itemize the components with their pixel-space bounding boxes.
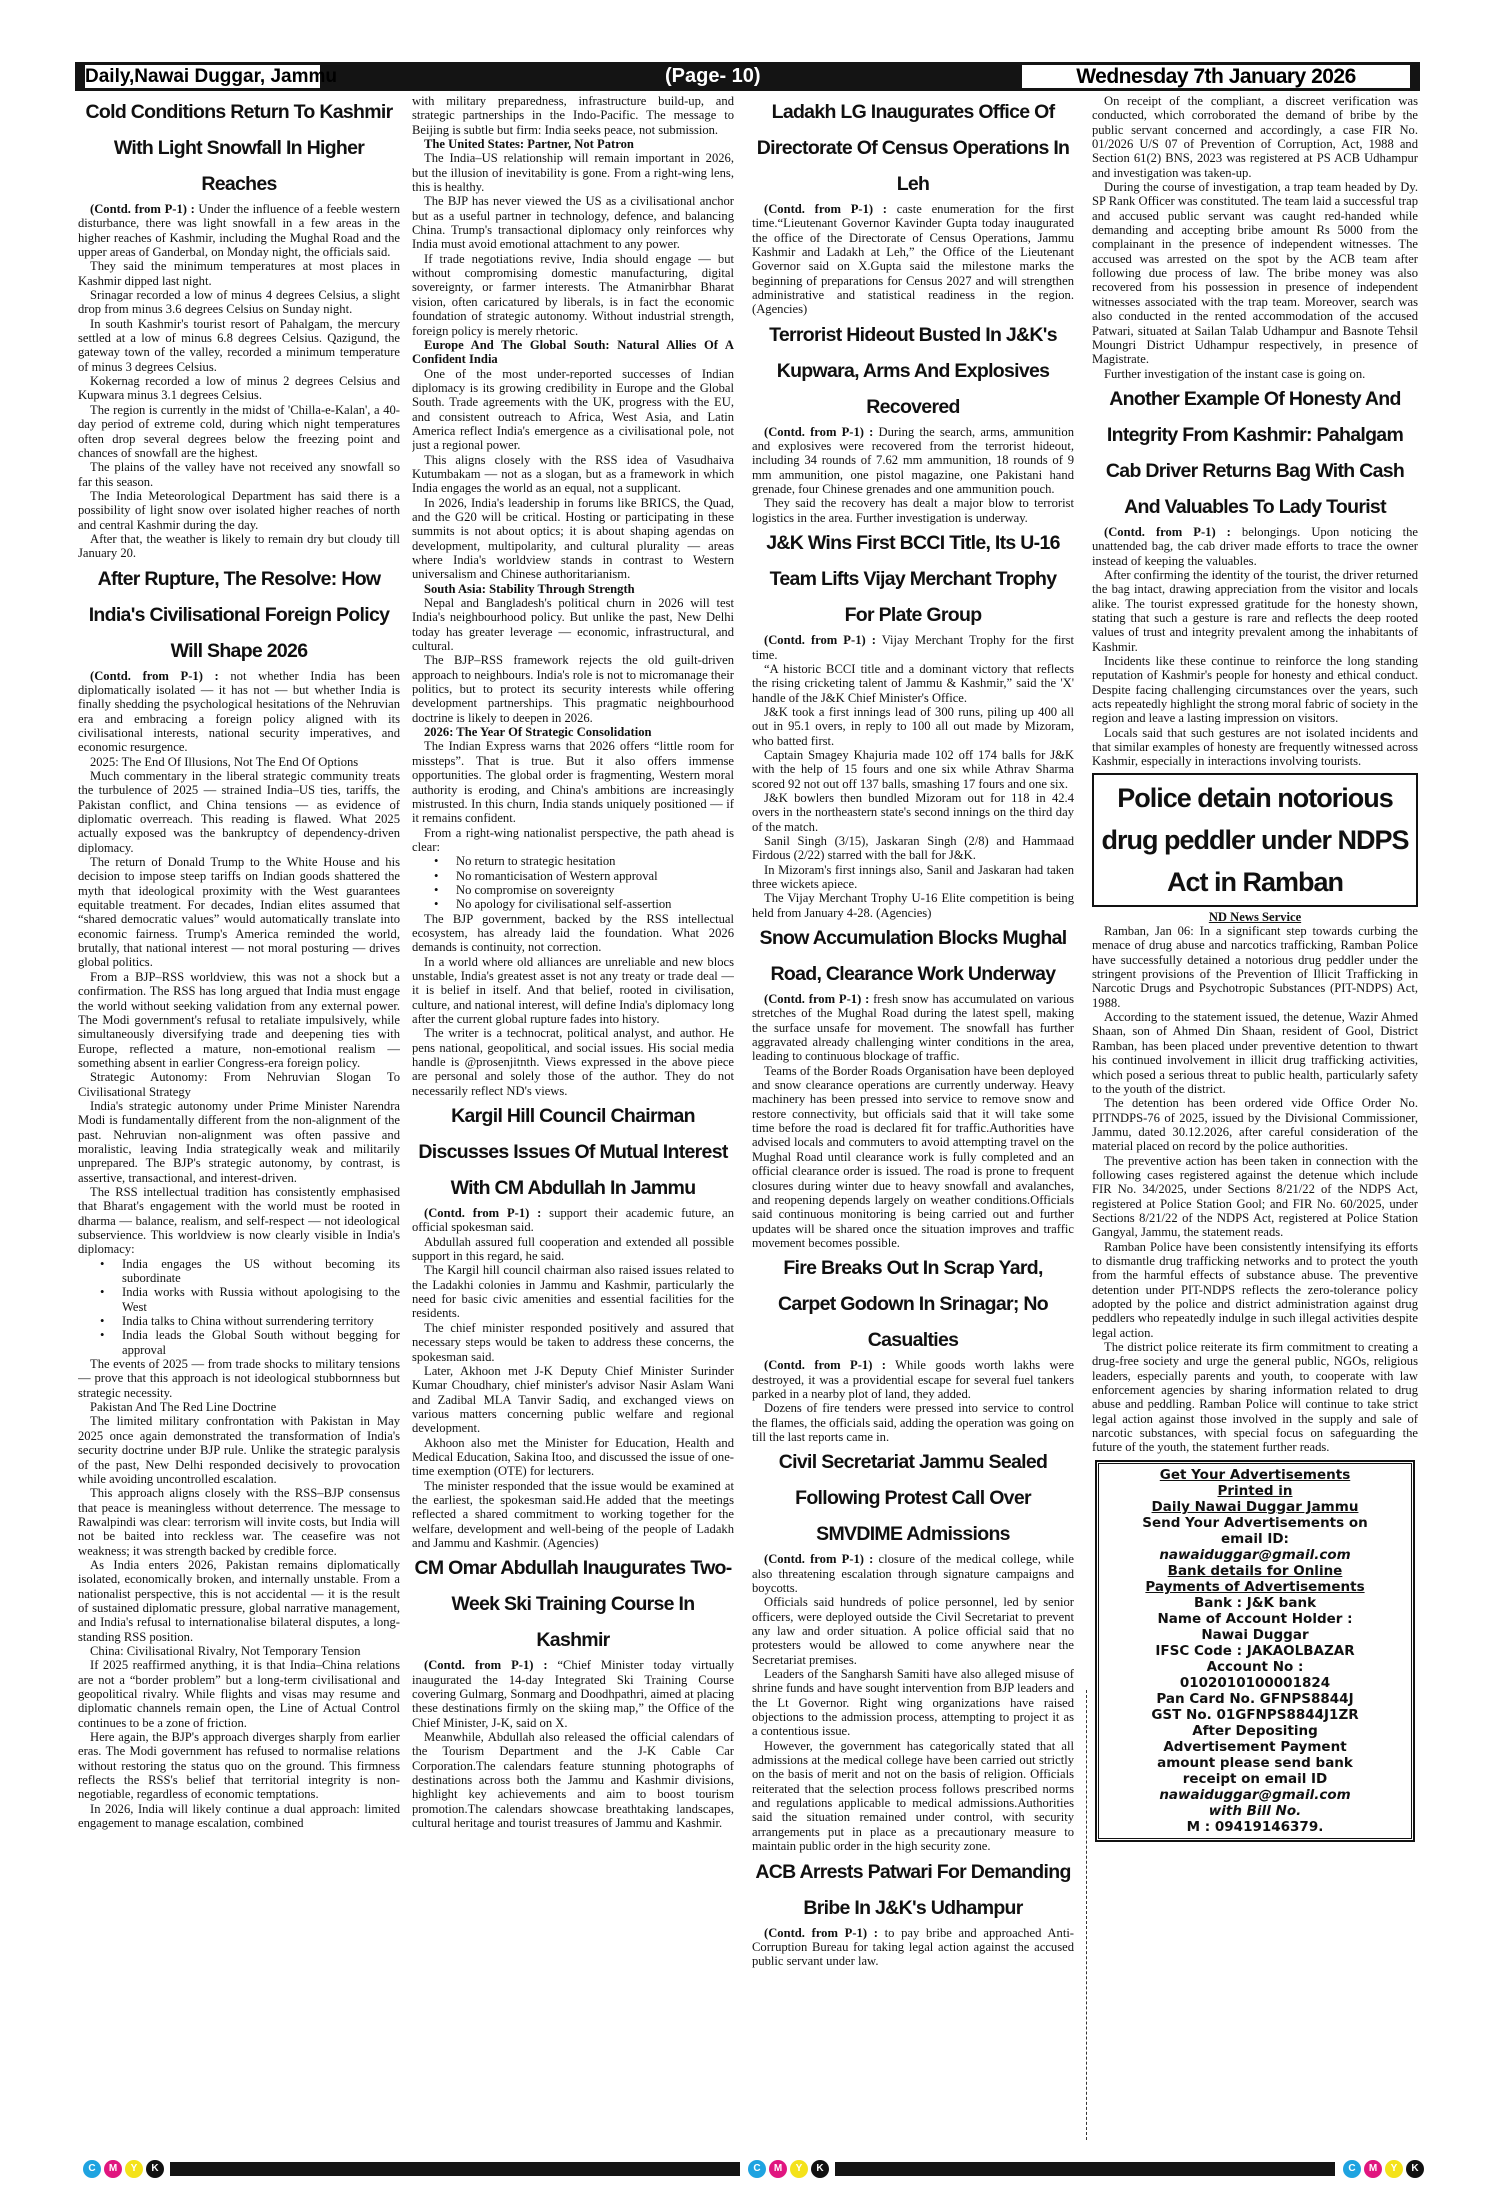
paragraph (752, 633, 1074, 662)
paragraph (78, 855, 400, 970)
column-2 (412, 94, 734, 2140)
paragraph-text: After that, the weather is likely to remain dry but cloudy till January 20. (78, 531, 400, 561)
cyan-dot-icon: C (83, 2160, 101, 2178)
paragraph (412, 1364, 734, 1436)
paragraph (752, 992, 1074, 1064)
continued-from-label: (Contd. from P-1) : (764, 424, 874, 439)
advert-line: receipt on email ID (1182, 1770, 1328, 1787)
continued-from-label: (Contd. from P-1) : (764, 202, 887, 216)
paragraph (78, 1185, 400, 1257)
paragraph (78, 532, 400, 561)
paragraph-text: J&K bowlers then bundled Mizoram out for 118 in 42.4 overs in the northeastern state's second innings on the third day of the match. (752, 790, 1074, 834)
paragraph-text: From a right-wing nationalist perspective, the path ahead is clear: (412, 825, 734, 854)
paragraph (78, 317, 400, 374)
section-subheading: Europe And The Global South: Natural Allies Of A Confident India (412, 337, 734, 367)
paragraph-text: The region is currently in the midst of 'Chilla-e-Kalan', a 40-day period of extreme cold, during which night temperatures often drop several degrees below the freezing point and chances of snowfall are the highest. (78, 402, 400, 460)
paragraph-text: They said the minimum temperatures at most places in Kashmir dipped last night. (78, 259, 400, 288)
bullet-item: • India leads the Global South without begging for approval (78, 1328, 400, 1357)
paragraph (412, 1479, 734, 1551)
paragraph (78, 1730, 400, 1802)
paragraph (1092, 1240, 1418, 1340)
magenta-dot-icon: M (104, 2160, 122, 2178)
paragraph-text: Leaders of the Sangharsh Samiti have also alleged misuse of shrine funds and have sought intervention from BJP leaders and the Lt Governor. Right wing organizations have raised objections to the admission process, attempting to project it as a contentious issue. (752, 1667, 1074, 1739)
paragraph (752, 748, 1074, 791)
article-headline: Ladakh LG Inaugurates Office Of Directorate Of Census Operations In Leh (756, 101, 1070, 195)
paragraph-text: In 2026, India will likely continue a dual approach: limited engagement to manage escalation, combined (78, 1801, 400, 1831)
advert-line: Payments of Advertisements (1145, 1578, 1365, 1595)
cyan-dot-icon: C (748, 2160, 766, 2178)
paragraph (412, 653, 734, 725)
paragraph (78, 1486, 400, 1558)
paragraph (1092, 367, 1418, 381)
paragraph (1092, 1154, 1418, 1240)
paragraph (78, 460, 400, 489)
paragraph-text: In 2026, India's leadership in forums like BRICS, the Quad, and the G20 will be critical. Hosting or participating in these summits is not about optics; it is about shaping agendas on development, multipolarity, and cultural plurality — areas where India's worldview stands in contrast to Western universalism and Chinese authoritarianism. (412, 495, 734, 582)
paragraph-text: The India Meteorological Department has said there is a possibility of light snow over isolated higher reaches of north and central Kashmir during the day. (78, 488, 400, 532)
article-headline: J&K Wins First BCCI Title, Its U-16 Team Lifts Vijay Merchant Trophy For Plate Group (766, 532, 1060, 627)
black-dot-icon: K (146, 2160, 164, 2178)
page-number: (Page- 10) (665, 65, 761, 87)
paragraph-text: India's strategic autonomy under Prime Minister Narendra Modi is fundamentally different from the non-alignment of the past. Nehruvian non-alignment was often passive and moralistic, leaving India strategically weak and militarily unprepared. The BJP's strategic autonomy, by contrast, is assertive, transactional, and interest-driven. (78, 1098, 400, 1185)
paragraph-text: “Chief Minister today virtually inaugurated the 14-day Integrated Ski Training Course covering Gulmarg, Sonmarg and Doodhpathri, aimed at placing these destinations firmly on the skiing map,” the Office of the Chief Minister, J-K, said on X. (412, 1658, 734, 1730)
paragraph (752, 791, 1074, 834)
paragraph-text: Nepal and Bangladesh's political churn in 2026 will test India's neighbourhood policy. But unlike the past, New Delhi today has greater leverage — economic, infrastructural, and cultural. (412, 596, 734, 654)
advert-line: M : 09419146379. (1186, 1818, 1324, 1835)
paragraph (78, 1357, 400, 1400)
article-headline: After Rupture, The Resolve: How India's Civilisational Foreign Policy Will Shape 2026 (88, 567, 390, 662)
paragraph (752, 891, 1074, 920)
column-1 (78, 94, 400, 2140)
paragraph-text: China: Civilisational Rivalry, Not Temporary Tension (90, 1643, 361, 1658)
paragraph-text: While goods worth lakhs were destroyed, it was a providential escape for several fuel tankers parked in a nearby plot of land, they added. (752, 1358, 1074, 1401)
magenta-dot-icon: M (1364, 2160, 1382, 2178)
paragraph-text: 2025: The End Of Illusions, Not The End Of Options (90, 754, 359, 769)
paragraph (78, 1099, 400, 1185)
paragraph-text: not whether India has been diplomatically isolated — it has not — but whether India is finally shedding the psychological hesitations of the Nehruvian era and embracing a foreign policy aligned with its civilisational interests, national security imperatives, and economic resurgence. (78, 668, 400, 755)
section-subheading: South Asia: Stability Through Strength (424, 581, 635, 596)
advert-line: Get Your Advertisements (1159, 1466, 1351, 1483)
paragraph (78, 1558, 400, 1644)
paragraph-text: The plains of the valley have not received any snowfall so far this season. (78, 460, 400, 489)
paragraph-text: The return of Donald Trump to the White House and his decision to impose steep tariffs on Indian goods shattered the myth that ideological proximity with the West guarantees equitable treatment. For decades, Indian elites assumed that “shared democratic values” would automatically translate into economic fairness. Trump's America reminded the world, brutally, that national interest — not moral posturing — drives global politics. (78, 855, 400, 970)
paragraph (412, 453, 734, 496)
paragraph (78, 970, 400, 1070)
paragraph-text: The BJP has never viewed the US as a civilisational anchor but as a useful partner in technology, defence, and balancing China. Trump's transactional diplomacy only reinforces why India must avoid emotional attachment to any power. (412, 194, 734, 252)
paragraph (78, 374, 400, 403)
paragraph-text: One of the most under-reported successes of Indian diplomacy is its growing credibility in Europe and the Global South. Trade agreements with the UK, progress with the EU, and consistent outreach to Africa, West Asia, and Latin America reflect India's emergence as a civilisational pole, not just a regional power. (412, 366, 734, 453)
advert-line: 0102010100001824 (1179, 1674, 1331, 1691)
paragraph-text: Ramban, Jan 06: In a significant step towards curbing the menace of drug abuse and narcotics trafficking, Ramban Police have successfully detained a notorious drug peddler under the stringent provisions of the Prevention of Illicit Trafficking in Narcotic Drugs and Psychotropic Substances (PIT-NDPS) Act, 1988. (1092, 924, 1418, 1010)
article-headline: Fire Breaks Out In Scrap Yard, Carpet Godown In Srinagar; No Casualties (777, 1257, 1049, 1352)
paragraph (1092, 568, 1418, 654)
article-headline: Kargil Hill Council Chairman Discusses Issues Of Mutual Interest With CM Abdullah In Jammu (418, 1105, 728, 1200)
paragraph-text: belongings. Upon noticing the unattended bag, the cab driver made efforts to trace the owner instead of keeping the valuables. (1092, 524, 1418, 568)
paragraph-text: The Indian Express warns that 2026 offers “little room for missteps”. That is true. But it also offers immense opportunities. The global order is fragmenting, Western moral authority is eroding, and China's ambitions are increasingly mistrusted. In this churn, India stands uniquely positioned — if it remains confident. (412, 739, 734, 826)
bullet-item: • No romanticisation of Western approval (412, 869, 734, 883)
paragraph (752, 705, 1074, 748)
column-4 (1092, 94, 1418, 2140)
continued-from-label: (Contd. from P-1) : (424, 1658, 548, 1673)
paragraph (412, 955, 734, 1027)
paragraph-text: The writer is a technocrat, political analyst, and author. He pens national, geopolitical, and social issues. His social media handle is @prosenjitnth. Views expressed in the above piece are personal and solely those of the author. They do not necessarily reflect ND's views. (412, 1026, 734, 1098)
yellow-dot-icon: Y (125, 2160, 143, 2178)
paragraph (78, 288, 400, 317)
continued-from-label: (Contd. from P-1) : (424, 1206, 542, 1221)
paper-name: Daily,Nawai Duggar, Jammu (85, 66, 338, 87)
paragraph (752, 1401, 1074, 1444)
paragraph (412, 367, 734, 453)
paragraph-text: Abdullah assured full cooperation and extended all possible support in this regard, he said. (412, 1234, 734, 1264)
footer-rule (835, 2162, 1335, 2176)
paragraph (752, 496, 1074, 525)
paragraph-text: From a BJP–RSS worldview, this was not a shock but a confirmation. The RSS has long argued that India must engage the world without seeking validation from any external power. The Modi government's refusal to retaliate impulsively, while simultaneously diversifying trade and deepening ties with Europe, reflected a mature, non-emotional realism — something absent in earlier Congress-era foreign policy. (78, 969, 400, 1070)
paragraph-text: The India–US relationship will remain important in 2026, but the illusion of inevitability is gone. From a right-wing lens, this is healthy. (412, 151, 734, 195)
paragraph (752, 662, 1074, 705)
continued-from-label: (Contd. from P-1) : (90, 668, 219, 683)
paragraph (78, 1644, 400, 1658)
paragraph-text: support their academic future, an official spokesman said. (412, 1206, 734, 1235)
paragraph-text: This aligns closely with the RSS idea of Vasudhaiva Kutumbakam — not as a slogan, but as a framework in which India engages the world as an equal, not a supplicant. (412, 452, 734, 496)
paragraph-text: However, the government has categorically stated that all admissions at the medical college have been carried out strictly on the basis of merit and not on the basis of religion. Officials reiterated that the selection process follows prescribed norms and regulations applicable to medical admissions.Authorities said the situation remained under control, with security arrangements put in place as a precautionary measure to maintain public order in the high security zone. (752, 1738, 1074, 1854)
bullet-item: • No apology for civilisational self-assertion (412, 897, 734, 911)
advert-line: Daily Nawai Duggar Jammu (1151, 1498, 1359, 1515)
advert-line: GST No. 01GFNPS8844J1ZR (1151, 1706, 1359, 1723)
paragraph-text: Captain Smagey Khajuria made 102 off 174 balls for J&K with the help of 15 fours and one six while Athrav Sharma scored 92 not out off 137 balls, smashing 17 fours and one six. (752, 747, 1074, 791)
paragraph (78, 1802, 400, 1831)
paragraph-text: J&K took a first innings lead of 300 runs, piling up 400 all out in 95.1 overs, in reply to 100 all out made by Mizoram, who batted first. (752, 704, 1074, 748)
paragraph (412, 151, 734, 194)
byline: ND News Service (1208, 909, 1302, 924)
paragraph-text: Locals said that such gestures are not isolated incidents and that similar examples of honesty are frequently witnessed across Kashmir, especially in interactions involving tourists. (1092, 725, 1418, 769)
paragraph (78, 1414, 400, 1486)
bullet-item: • India talks to China without surrendering territory (78, 1314, 400, 1328)
paragraph (1092, 525, 1418, 568)
footer-bar (75, 2160, 1420, 2180)
bullet-item: • India engages the US without becoming its subordinate (78, 1257, 400, 1286)
continued-from-label: (Contd. from P-1) : (764, 1358, 887, 1373)
footer-rule (170, 2162, 740, 2176)
section-subheading: 2026: The Year Of Strategic Consolidation (424, 725, 652, 740)
paragraph (412, 1206, 734, 1235)
paragraph-text: caste enumeration for the first time.“Lieutenant Governor Kavinder Gupta today inaugurated the office of the Directorate of Census Operations, Jammu Kashmir and Ladakh at Leh,” the Office of the Lieutenant Governor said on X.Gupta said the milestone marks the beginning of preparations for Census 2027 and will strengthen administrative and statistical readiness in the region. (Agencies) (752, 202, 1074, 317)
bullet-item: • India works with Russia without apologising to the West (78, 1285, 400, 1314)
article-headline: Snow Accumulation Blocks Mughal Road, Clearance Work Underway (759, 927, 1067, 986)
article-headline: ACB Arrests Patwari For Demanding Bribe In J&K's Udhampur (755, 1860, 1071, 1919)
black-dot-icon: K (811, 2160, 829, 2178)
paragraph (752, 1926, 1074, 1969)
paragraph (412, 1235, 734, 1264)
continued-from-label: (Contd. from P-1) : (764, 1552, 874, 1567)
paragraph (752, 834, 1074, 863)
article-headline: CM Omar Abdullah Inaugurates Two-Week Ski Training Course In Kashmir (414, 1557, 732, 1652)
advert-line: Bank details for Online (1167, 1562, 1343, 1579)
paragraph-text: The detention has been ordered vide Office Order No. PITNDPS-76 of 2025, issued by the Divisional Commissioner, Jammu, dated 30.12.2026, after careful consideration of the material placed on record by the police authorities. (1092, 1096, 1418, 1154)
paragraph (78, 1400, 400, 1414)
article-headline: Another Example Of Honesty And Integrity From Kashmir: Pahalgam Cab Driver Returns Bag With Cash And Valuables To Lady Tourist (1105, 387, 1405, 518)
paragraph (412, 94, 734, 137)
paragraph (412, 1263, 734, 1320)
paragraph (78, 669, 400, 755)
paragraph-text: Incidents like these continue to reinforce the long standing reputation of Kashmir's people for honesty and ethical conduct. Despite facing challenging circumstances over the years, such acts repeatedly highlight the strong moral fabric of society in the region and leave a lasting impression on visitors. (1092, 653, 1418, 726)
paragraph (412, 1321, 734, 1364)
paragraph (1092, 654, 1418, 726)
advert-line: Bank : J&K bank (1193, 1594, 1317, 1611)
paragraph-text: Here again, the BJP's approach diverges sharply from earlier eras. The Modi government has refused to normalise relations without restoring the status quo on the ground. This firmness reflects the RSS's belief that territorial integrity is non-negotiable, regardless of economic temptations. (78, 1730, 400, 1802)
paragraph-text: Dozens of fire tenders were pressed into service to control the flames, the officials said, adding the operation was going on till the last reports came in. (752, 1401, 1074, 1444)
advert-line: nawaiduggar@gmail.com (1159, 1786, 1351, 1803)
masthead-bar (75, 62, 1420, 91)
paragraph-text: After confirming the identity of the tourist, the driver returned the bag intact, drawing appreciation from the visitor and locals alike. The tourist expressed gratitude for the honesty shown, stating that such a gesture is rare and reflects the deep rooted values of trust and integrity prevalent among the inhabitants of Kashmir. (1092, 567, 1418, 654)
paragraph-text: Vijay Merchant Trophy for the first time. (752, 633, 1074, 662)
paragraph-text: If 2025 reaffirmed anything, it is that India–China relations are not a “border problem” but a long-term civilisational and geopolitical rivalry. While flights and visas may resume and diplomatic channels remain open, the Line of Actual Control continues to be a zone of friction. (78, 1658, 400, 1730)
paragraph-text: The preventive action has been taken in connection with the following cases registered against the detenue which include FIR No. 34/2025, under Sections 8/21/22 of the NDPS Act, registered at Police Station Gool; and FIR No. 60/2025, under Sections 8/21/22 of the NDPS Act, registered at Police Station Gangyal, Jammu, the statement reads. (1092, 1153, 1418, 1240)
paragraph-text: “A historic BCCI title and a dominant victory that reflects the rising cricketing talent of Jammu & Kashmir,” said the 'X' handle of the J&K Chief Minister's Office. (752, 661, 1074, 705)
paragraph (752, 863, 1074, 892)
paragraph (78, 259, 400, 288)
paragraph (412, 1436, 734, 1479)
yellow-dot-icon: Y (1385, 2160, 1403, 2178)
paragraph-text: The RSS intellectual tradition has consistently emphasised that Bharat's engagement with the world must be rooted in dharma — balance, realism, and self-respect — not ideological subservience. This worldview is now clearly visible in India's diplomacy: (78, 1184, 400, 1257)
paragraph-text: If trade negotiations revive, India should engage — but without compromising domestic manufacturing, digital sovereignty, or farmer interests. The Atmanirbhar Bharat vision, often caricatured by liberals, is in fact the economic foundation of strategic autonomy. Without industrial strength, foreign policy is merely rhetoric. (412, 251, 734, 338)
issue-date: Wednesday 7th January 2026 (1022, 65, 1410, 88)
paragraph (752, 1595, 1074, 1667)
advert-line: nawaiduggar@gmail.com (1159, 1546, 1351, 1563)
boxed-headline: Police detain notorious drug peddler under NDPS Act in Ramban (1101, 782, 1409, 897)
continued-from-label: (Contd. from P-1) : (90, 202, 195, 216)
paragraph (412, 1658, 734, 1730)
paragraph-text: During the search, arms, ammunition and explosives were recovered from the terrorist hideout, including 34 rounds of 7.62 mm ammunition, 18 rounds of 9 mm ammunition, one pistol magazine, one Pakistani hand grenade, four Chinese grenades and one ammunition pouch. (752, 424, 1074, 497)
paragraph-text: The district police reiterate its firm commitment to creating a drug-free society and urge the general public, NGOs, religious leaders, especially parents and youth, to cooperate with law enforcement agencies by sharing information related to drug abuse and peddling. Ramban Police will continue to take strict legal action against those involved in the supply and sale of narcotic substances, with special focus on safeguarding the future of the youth, the statement further reads. (1092, 1340, 1418, 1455)
paragraph (752, 1552, 1074, 1595)
advert-line: Nawai Duggar (1201, 1626, 1309, 1643)
advert-line: with Bill No. (1208, 1802, 1302, 1819)
paragraph (78, 489, 400, 532)
advert-line: Account No : (1206, 1658, 1304, 1675)
paragraph (1092, 1096, 1418, 1153)
article-headline: Civil Secretariat Jammu Sealed Following Protest Call Over SMVDIME Admissions (778, 1451, 1048, 1546)
paragraph (1092, 924, 1418, 1010)
paragraph (1092, 726, 1418, 769)
paragraph-text: Under the influence of a feeble western disturbance, there was light snowfall in a few areas in the higher reaches of Kashmir, including the Mughal Road and the upper areas of Ganderbal, on Monday night, the officials said. (78, 202, 400, 260)
paragraph-text: The events of 2025 — from trade shocks to military tensions — prove that this approach is not ideological stubbornness but strategic necessity. (78, 1357, 400, 1400)
paragraph-text: Ramban Police have been consistently intensifying its efforts to dismantle drug trafficking networks and to protect the youth from the harmful effects of substance abuse. The preventive detention under PIT-NDPS reflects the zero-tolerance policy adopted by the police and district administration against drug peddlers who repeatedly indulge in such illegal activities despite legal action. (1092, 1239, 1418, 1340)
paragraph-text: The Kargil hill council chairman also raised issues related to the Ladakhi colonies in Jammu and Kashmir, particularly the need for basic civic amenities and essential facilities for the residents. (412, 1263, 734, 1321)
paragraph (752, 1739, 1074, 1854)
paragraph-text: to pay bribe and approached Anti-Corruption Bureau for taking legal action against the accused public servant under law. (752, 1925, 1074, 1969)
column-3 (752, 94, 1074, 2140)
yellow-dot-icon: Y (790, 2160, 808, 2178)
paragraph-text: Sanil Singh (3/15), Jaskaran Singh (2/8) and Hammaad Firdous (2/22) starred with the ball for J&K. (752, 833, 1074, 863)
paragraph (752, 202, 1074, 317)
paragraph-text: As India enters 2026, Pakistan remains diplomatically isolated, economically broken, and internally unstable. From a nationalist perspective, this is not accidental — it is the result of sustained diplomatic pressure, global narrative management, and India's refusal to internationalise bilateral disputes, a long-standing RSS position. (78, 1557, 400, 1644)
paragraph-text: Pakistan And The Red Line Doctrine (90, 1400, 277, 1415)
paragraph-text: During the course of investigation, a trap team headed by Dy. SP Rank Officer was constituted. The team laid a successful trap and accused public servant was caught red-handed while demanding and accepting bribe amount Rs 5000 from the complainant in the presence of independent witnesses. The accused was arrested on the spot by the ACB team after following due process of law. The bribe money was also recovered from his possession in presence of independent witnesses associated with the trap team. Moreover, search was also conducted in the rented accommodation of the accused Patwari, situated at Sailan Talab Udhampur and Basnote Tehsil Moungri District Udhampur respectively, in presence of Magistrate. (1092, 180, 1418, 367)
paragraph-text: In Mizoram's first innings also, Sanil and Jaskaran had taken three wickets apiece. (752, 862, 1074, 891)
advert-line: Pan Card No. GFNPS8844J (1156, 1690, 1354, 1707)
continued-from-label: (Contd. from P-1) : (764, 1925, 878, 1940)
paragraph-text: The BJP–RSS framework rejects the old guilt-driven approach to neighbours. India's role is not to micromanage their politics, but to protect its security interests while offering development partnerships. This pragmatic neighbourhood doctrine is likely to deepen in 2026. (412, 653, 734, 725)
paragraph (412, 1026, 734, 1098)
paragraph (412, 912, 734, 955)
boxed-story-header (1092, 773, 1418, 907)
paragraph (1092, 1340, 1418, 1455)
paragraph (412, 596, 734, 653)
advert-line: email ID: (1221, 1530, 1289, 1547)
paragraph-text: According to the statement issued, the detenue, Wazir Ahmed Shaan, son of Ahmed Din Shaan, resident of Gool, District Ramban, has been placed under preventive detention to thwart his continued involvement in illicit drug trafficking activities, which posed a serious threat to public health, particularly safety to the youth of the district. (1092, 1010, 1418, 1096)
paragraph (78, 755, 400, 769)
advert-line: Printed in (1217, 1482, 1293, 1499)
paragraph-text: In south Kashmir's tourist resort of Pahalgam, the mercury settled at a low of minus 6.8 degrees Celsius. Qazigund, the gateway town of the valley, recorded a minimum temperature of minus 3 degrees Celsius. (78, 316, 400, 374)
paragraph (412, 496, 734, 582)
article-headline: Terrorist Hideout Busted In J&K's Kupwara, Arms And Explosives Recovered (769, 323, 1057, 418)
paragraph-text: On receipt of the compliant, a discreet verification was conducted, which corroborated the demand of bribe by the public servant concerned and accordingly, a case FIR No. 01/2026 U/S 07 of Prevention of Corruption, Act, 1988 and Section 61(2) BNS, 2023 was registered at PS ACB Udhampur and investigation was taken-up. (1092, 94, 1418, 180)
section-subheading: The United States: Partner, Not Patron (424, 137, 634, 152)
advert-line: Send Your Advertisements on (1142, 1514, 1368, 1531)
paragraph-text: In a world where old alliances are unreliable and new blocs unstable, India's greatest asset is not any treaty or trade deal — it is belief in itself. And that belief, rooted in civilisation, culture, and national interest, will define India's diplomacy long after the current global rupture fades into history. (412, 954, 734, 1026)
continued-from-label: (Contd. from P-1) : (764, 633, 876, 648)
paragraph (1092, 180, 1418, 366)
paragraph-text: They said the recovery has dealt a major blow to terrorist logistics in the area. Further investigation is underway. (752, 496, 1074, 525)
paragraph-text: The limited military confrontation with Pakistan in May 2025 once again demonstrated the transformation of India's security doctrine under BJP rule. Unlike the strategic paralysis of the past, New Delhi responded decisively to provocation while avoiding uncontrolled escalation. (78, 1414, 400, 1486)
paragraph (412, 739, 734, 825)
paragraph (78, 769, 400, 855)
paragraph (752, 1667, 1074, 1739)
advert-line: IFSC Code : JAKAOLBAZAR (1155, 1642, 1355, 1659)
paragraph-text: Further investigation of the instant case is going on. (1104, 366, 1366, 381)
cyan-dot-icon: C (1343, 2160, 1361, 2178)
paragraph-text: Strategic Autonomy: From Nehruvian Slogan To Civilisational Strategy (78, 1070, 400, 1099)
paragraph (1092, 1010, 1418, 1096)
paragraph (752, 1064, 1074, 1250)
column-divider (1086, 1690, 1087, 2140)
paragraph-text: with military preparedness, infrastructure build-up, and strategic partnerships in the Indo-Pacific. The message to Beijing is subtle but firm: India seeks peace, not submission. (412, 94, 734, 137)
bullet-item: • No compromise on sovereignty (412, 883, 734, 897)
black-dot-icon: K (1406, 2160, 1424, 2178)
paragraph (752, 425, 1074, 497)
paragraph (412, 194, 734, 251)
paragraph (78, 1658, 400, 1730)
paragraph-text: Later, Akhoon met J-K Deputy Chief Minister Surinder Kumar Choudhary, chief minister's advisor Nasir Aslam Wani and Zadibal MLA Tanvir Sadiq, and exchanged views on various matters concerning public welfare and regional development. (412, 1363, 734, 1436)
paragraph-text: The minister responded that the issue would be examined at the earliest, the spokesman said.He added that the meetings reflected a shared commitment to working together for the welfare, development and well-being of the people of Ladakh and Jammu and Kashmir. (Agencies) (412, 1478, 734, 1550)
advertisement-box (1096, 1461, 1414, 1841)
paragraph (752, 1358, 1074, 1401)
bullet-item: • No return to strategic hesitation (412, 854, 734, 868)
paragraph-text: Teams of the Border Roads Organisation have been deployed and snow clearance operations are currently underway. Heavy machinery has been pressed into service to remove snow and restore connectivity, but officials said that it will take some time before the road is declared fit for traffic.Authorities have advised locals and commuters to avoid attempting travel on the Mughal Road until clearance work is fully completed and an official clearance order is issued. The road is prone to frequent closures during winter due to heavy snowfall and avalanches, and reopening depends largely on weather conditions.Officials said continuous monitoring is being carried out and further updates will be shared once the situation improves and traffic movement becomes possible. (752, 1063, 1074, 1250)
article-headline: Cold Conditions Return To Kashmir With Light Snowfall In Higher Reaches (85, 101, 393, 195)
paragraph-text: Officials said hundreds of police personnel, led by senior officers, were deployed outside the Civil Secretariat to prevent any law and order situation. A police official said that no protesters would be allowed to come anywhere near the Secretariat premises. (752, 1595, 1074, 1667)
continued-from-label: (Contd. from P-1) : (1104, 524, 1231, 539)
advert-line: Advertisement Payment (1163, 1738, 1347, 1755)
paragraph-text: closure of the medical college, while also threatening escalation through signature campaigns and boycotts. (752, 1552, 1074, 1595)
paragraph-text: Akhoon also met the Minister for Education, Health and Medical Education, Sakina Itoo, and discussed the issue of one-time exemption (OTE) for lecturers. (412, 1435, 734, 1479)
paragraph-text: This approach aligns closely with the RSS–BJP consensus that peace is meaningless without deterrence. The message to Rawalpindi was clear: terrorism will invite costs, but India will not be baited into reckless war. The ceasefire was not weakness; it was strength backed by credible force. (78, 1486, 400, 1558)
paragraph-text: Srinagar recorded a low of minus 4 degrees Celsius, a slight drop from minus 3.6 degrees Celsius on Sunday night. (78, 288, 400, 317)
paragraph (78, 403, 400, 460)
paragraph-text: The BJP government, backed by the RSS intellectual ecosystem, has already laid the foundation. What 2026 demands is continuity, not correction. (412, 911, 734, 955)
paragraph (412, 1730, 734, 1830)
paragraph-text: fresh snow has accumulated on various stretches of the Mughal Road during the latest spell, making the surface unsafe for movement. The snowfall has further aggravated already challenging winter conditions in the area, leading to continuous blockage of traffic. (752, 992, 1074, 1064)
magenta-dot-icon: M (769, 2160, 787, 2178)
paragraph (1092, 94, 1418, 180)
paragraph (78, 1070, 400, 1099)
paragraph-text: The Vijay Merchant Trophy U-16 Elite competition is being held from January 4-28. (Agencies) (752, 891, 1074, 920)
paragraph (412, 826, 734, 855)
advert-line: amount please send bank (1157, 1754, 1353, 1771)
advert-line: After Depositing (1192, 1722, 1318, 1739)
paragraph (412, 252, 734, 338)
continued-from-label: (Contd. from P-1) : (764, 992, 870, 1007)
paragraph-text: The chief minister responded positively and assured that necessary steps would be taken to address these concerns, the spokesman said. (412, 1320, 734, 1364)
advert-line: Name of Account Holder : (1157, 1610, 1353, 1627)
paragraph-text: Much commentary in the liberal strategic community treats the turbulence of 2025 — strained India–US ties, tariffs, the Pakistan conflict, and China tensions — as evidence of diplomatic overreach. This reading is flawed. What 2025 actually exposed was the bankruptcy of dependency-driven diplomacy. (78, 769, 400, 855)
paragraph-text: Meanwhile, Abdullah also released the official calendars of the Tourism Department and the J-K Cable Car Corporation.The calendars feature stunning photographs of destinations across both the Jammu and Kashmir divisions, highlight key achievements and aim to boost tourism promotion.The calendars showcase breathtaking landscapes, cultural heritage and tourist treasures of Jammu and Kashmir. (412, 1730, 734, 1831)
paragraph-text: Kokernag recorded a low of minus 2 degrees Celsius and Kupwara minus 3.1 degrees Celsius. (78, 374, 400, 403)
paragraph (78, 202, 400, 259)
